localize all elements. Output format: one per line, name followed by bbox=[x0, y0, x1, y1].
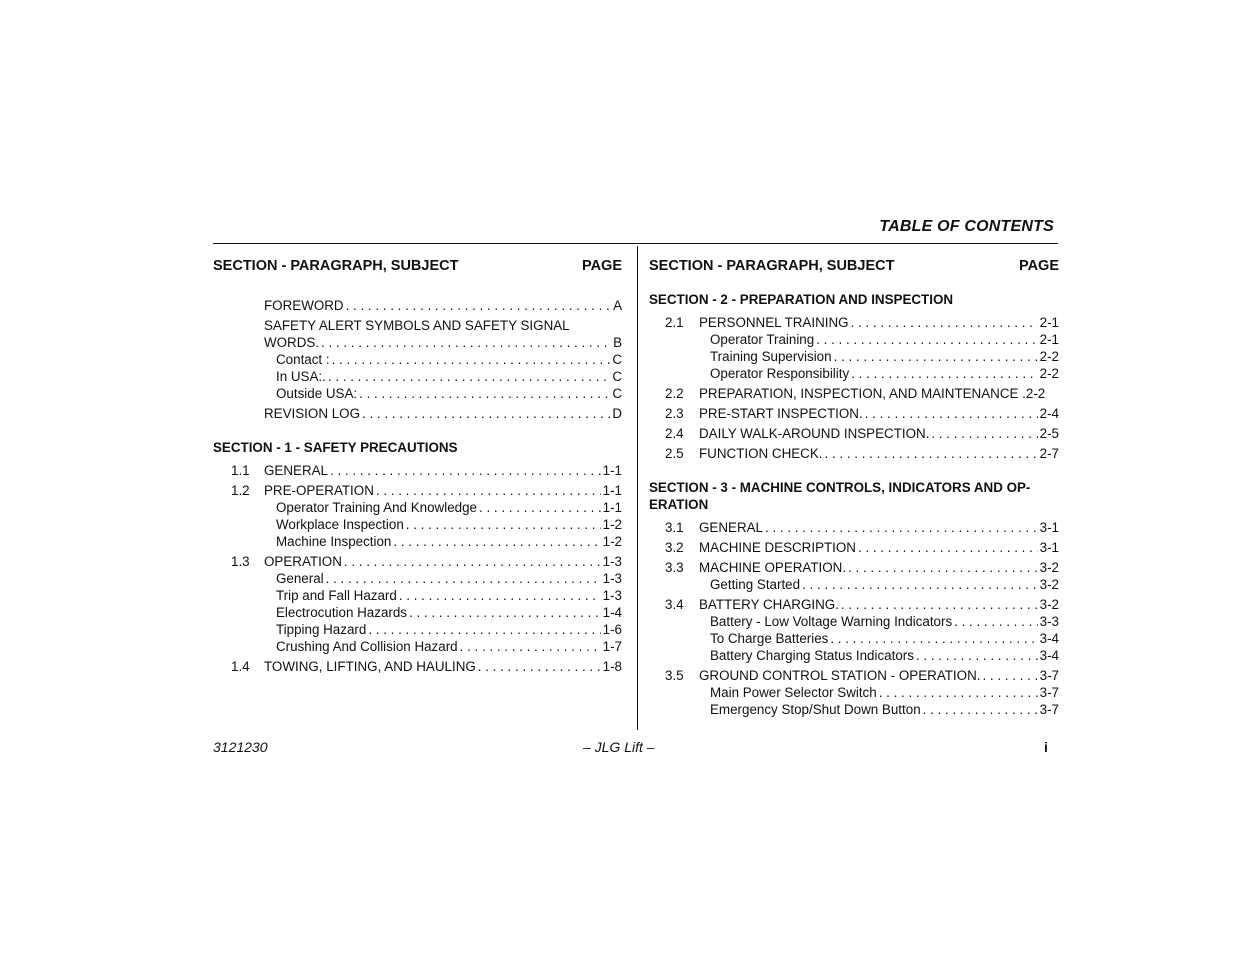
toc-entry[interactable]: 2.3 PRE-START INSPECTION. . . . 2-4 bbox=[649, 405, 1059, 422]
toc-entry[interactable]: 3.5 GROUND CONTROL STATION - OPERATION. . . . 3-7 bbox=[649, 667, 1059, 684]
toc-subentry[interactable]: Main Power Selector Switch . . . 3-7 bbox=[649, 684, 1059, 701]
toc-subentry[interactable]: Operator Training . . . 2-1 bbox=[649, 331, 1059, 348]
toc-entry[interactable]: 3.1 GENERAL . . . 3-1 bbox=[649, 519, 1059, 536]
toc-subentry[interactable]: Workplace Inspection . . . 1-2 bbox=[213, 516, 622, 533]
section-title: SECTION - 3 - MACHINE CONTROLS, INDICATORS AND OP- bbox=[649, 480, 1031, 495]
toc-left-column bbox=[213, 258, 622, 675]
toc-right-column bbox=[649, 258, 1059, 718]
toc-subentry[interactable]: To Charge Batteries . . . 3-4 bbox=[649, 630, 1059, 647]
toc-subentry[interactable]: Operator Responsibility . . . 2-2 bbox=[649, 365, 1059, 382]
toc-subentry[interactable]: Crushing And Collision Hazard . . . 1-7 bbox=[213, 638, 622, 655]
footer-page-number: i bbox=[1044, 739, 1048, 755]
toc-subentry[interactable]: Tipping Hazard . . . 1-6 bbox=[213, 621, 622, 638]
toc-entry-in-usa[interactable]: In USA:. . . . C bbox=[213, 368, 622, 385]
toc-entry-foreword[interactable]: FOREWORD . . . A bbox=[213, 297, 622, 314]
toc-subentry[interactable]: Emergency Stop/Shut Down Button . . . 3-7 bbox=[649, 701, 1059, 718]
toc-subentry[interactable]: Operator Training And Knowledge . . . 1-1 bbox=[213, 499, 622, 516]
page-title: TABLE OF CONTENTS bbox=[879, 218, 1054, 235]
toc-subentry[interactable]: Battery - Low Voltage Warning Indicators . . . 3-3 bbox=[649, 613, 1059, 630]
header-rule bbox=[213, 243, 1058, 244]
toc-entry-contact[interactable]: Contact : . . . C bbox=[213, 351, 622, 368]
toc-entry-safety-alert[interactable]: WORDS. . . . B bbox=[213, 334, 622, 351]
column-divider bbox=[637, 246, 638, 730]
column-heading-subject: SECTION - PARAGRAPH, SUBJECT bbox=[213, 258, 459, 274]
toc-subentry[interactable]: Trip and Fall Hazard . . . 1-3 bbox=[213, 587, 622, 604]
toc-subentry[interactable]: Machine Inspection . . . 1-2 bbox=[213, 533, 622, 550]
toc-entry[interactable]: 1.4 TOWING, LIFTING, AND HAULING . . . 1-8 bbox=[213, 658, 622, 675]
toc-entry[interactable]: 2.1 PERSONNEL TRAINING . . . 2-1 bbox=[649, 314, 1059, 331]
column-heading-subject: SECTION - PARAGRAPH, SUBJECT bbox=[649, 258, 895, 274]
toc-entry[interactable]: 2.4 DAILY WALK-AROUND INSPECTION. . . . 2-5 bbox=[649, 425, 1059, 442]
column-heading bbox=[213, 258, 622, 278]
column-heading-page: PAGE bbox=[581, 258, 622, 274]
toc-entry[interactable]: 3.3 MACHINE OPERATION. . . . 3-2 bbox=[649, 559, 1059, 576]
toc-entry[interactable]: 1.3 OPERATION . . . 1-3 bbox=[213, 553, 622, 570]
toc-subentry[interactable]: Electrocution Hazards . . . 1-4 bbox=[213, 604, 622, 621]
toc-subentry[interactable]: General . . . 1-3 bbox=[213, 570, 622, 587]
section-title-continued: ERATION bbox=[649, 497, 709, 512]
toc-entry[interactable]: 3.2 MACHINE DESCRIPTION . . . 3-1 bbox=[649, 539, 1059, 556]
toc-entry[interactable]: 2.2 PREPARATION, INSPECTION, AND MAINTENANCE . 2-2 bbox=[665, 386, 1046, 401]
section-title: SECTION - 2 - PREPARATION AND INSPECTION bbox=[649, 292, 954, 307]
footer-brand: – JLG Lift – bbox=[583, 739, 655, 755]
toc-entry[interactable]: 3.4 BATTERY CHARGING. . . . 3-2 bbox=[649, 596, 1059, 613]
toc-entry-revision-log[interactable]: REVISION LOG . . . D bbox=[213, 405, 622, 422]
column-heading bbox=[649, 258, 1059, 278]
toc-subentry[interactable]: Battery Charging Status Indicators . . . 3-4 bbox=[649, 647, 1059, 664]
toc-entry-outside-usa[interactable]: Outside USA: . . . C bbox=[213, 385, 622, 402]
footer-doc-number: 3121230 bbox=[213, 739, 268, 755]
toc-subentry[interactable]: Training Supervision . . . 2-2 bbox=[649, 348, 1059, 365]
toc-entry[interactable]: 1.2 PRE-OPERATION . . . 1-1 bbox=[213, 482, 622, 499]
toc-subentry[interactable]: Getting Started . . . 3-2 bbox=[649, 576, 1059, 593]
toc-entry[interactable]: 2.5 FUNCTION CHECK. . . . 2-7 bbox=[649, 445, 1059, 462]
section-title: SECTION - 1 - SAFETY PRECAUTIONS bbox=[213, 440, 458, 455]
column-heading-page: PAGE bbox=[1018, 258, 1059, 274]
toc-entry[interactable]: 1.1 GENERAL . . . 1-1 bbox=[213, 462, 622, 479]
toc-entry-safety-alert-line1: SAFETY ALERT SYMBOLS AND SAFETY SIGNAL bbox=[264, 318, 570, 333]
